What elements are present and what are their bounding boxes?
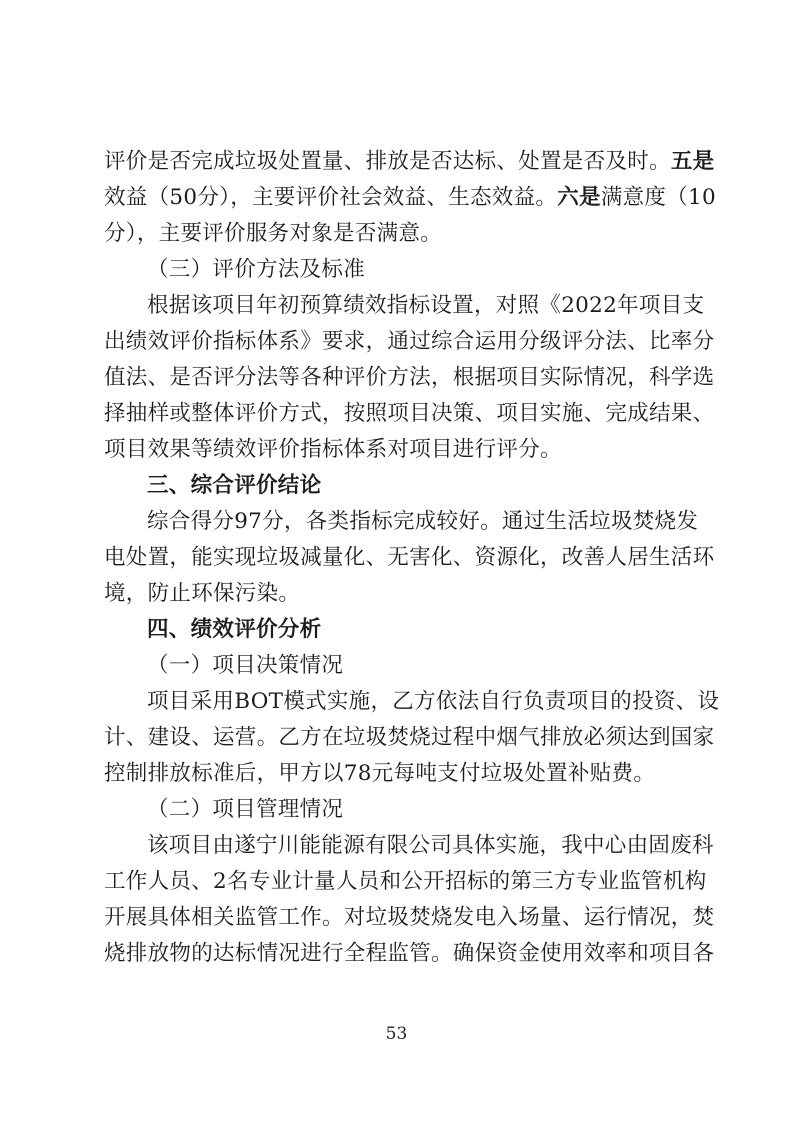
body-line: 烧排放物的达标情况进行全程监管。确保资金使用效率和项目各 xyxy=(104,941,715,966)
body-line: 值法、是否评分法等各种评价方法，根据项目实际情况，科学选 xyxy=(104,365,715,390)
body-line: 控制排放标准后，甲方以78元每吨支付垃圾处置补贴费。 xyxy=(104,761,656,786)
body-line: 该项目由遂宁川能能源有限公司具体实施，我中心由固废科 xyxy=(147,833,714,858)
body-line: 计、建设、运营。乙方在垃圾焚烧过程中烟气排放必须达到国家 xyxy=(104,725,715,750)
subsection-heading: （二）项目管理情况 xyxy=(147,797,344,822)
body-line: 项目效果等绩效评价指标体系对项目进行评分。 xyxy=(104,437,562,462)
body-line: 工作人员、2名专业计量人员和公开招标的第三方专业监管机构 xyxy=(104,869,707,894)
subsection-heading: （一）项目决策情况 xyxy=(147,653,344,678)
subsection-heading: （三）评价方法及标准 xyxy=(147,257,366,282)
body-line: 综合得分97分，各类指标完成较好。通过生活垃圾焚烧发 xyxy=(147,509,699,534)
body-line xyxy=(104,146,715,178)
body-line xyxy=(104,182,716,214)
body-line: 择抽样或整体评价方式，按照项目决策、项目实施、完成结果、 xyxy=(104,401,715,426)
page-number: 53 xyxy=(385,1024,408,1044)
body-line: 根据该项目年初预算绩效指标设置，对照《2022年项目支 xyxy=(147,293,705,318)
bold-text-run: 五是 xyxy=(670,149,715,174)
body-line: 出绩效评价指标体系》要求，通过综合运用分级评分法、比率分 xyxy=(104,329,715,354)
section-heading: 三、综合评价结论 xyxy=(147,473,322,498)
body-line: 开展具体相关监管工作。对垃圾焚烧发电入场量、运行情况，焚 xyxy=(104,905,715,930)
body-line: 境，防止环保污染。 xyxy=(104,581,301,606)
text-run: 评价是否完成垃圾处置量、排放是否达标、处置是否及时。 xyxy=(104,149,671,174)
body-line: 分），主要评价服务对象是否满意。 xyxy=(104,221,443,246)
body-line: 电处置，能实现垃圾减量化、无害化、资源化，改善人居生活环 xyxy=(104,545,715,570)
section-heading: 四、绩效评价分析 xyxy=(147,617,322,642)
body-line: 项目采用BOT模式实施，乙方依法自行负责项目的投资、设 xyxy=(147,689,720,714)
bold-text-run: 六是 xyxy=(557,185,601,210)
text-run: 满意度（10 xyxy=(600,185,716,210)
text-run: 效益（50分），主要评价社会效益、生态效益。 xyxy=(104,185,558,210)
